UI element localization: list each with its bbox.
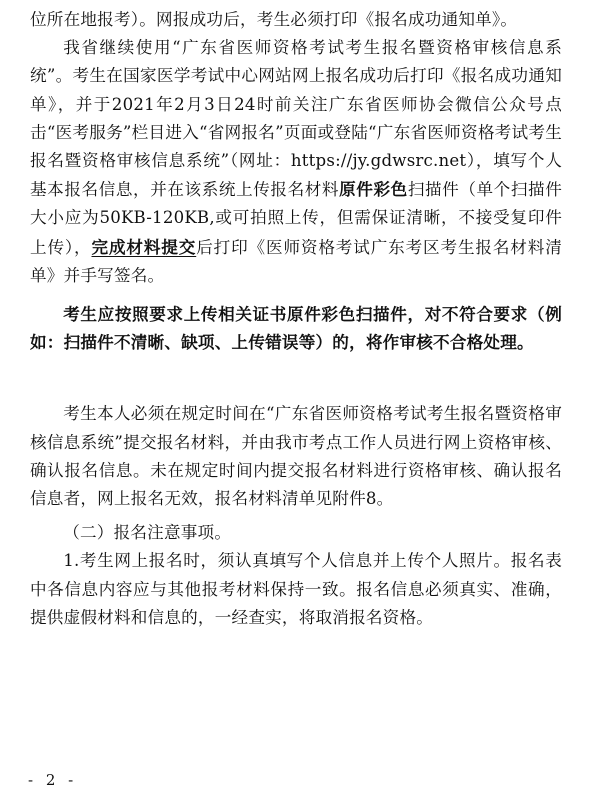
paragraph-online-system: [30, 34, 562, 290]
paragraph-warning: 考生应按照要求上传相关证书原件彩色扫描件，对不符合要求（例如：扫描件不清晰、缺项、上传错误等）的，将作审核不合格处理。: [30, 304, 562, 353]
paragraph-text: 后打印《医师资格考试广东考区考生报名材料清单》并手写签名。: [30, 237, 562, 285]
paragraph-text: 我省继续使用“广东省医师资格考试考生报名暨资格审核信息系统”。考生在国家医学考试中心网站网上报名成功后打印《报名成功通知单》，并于2021年2月3日24时前关注广东省医师协会微信公众号点击“医考服务”栏目进入“省网报名”页面或登陆“广东省医师资格考试考生报名暨资格审核信息系统”（网址：https://jy.gdwsrc.net），填写个人基本报名信息，并在该系统上传报名材料: [30, 38, 562, 200]
paragraph-submission-deadline: 考生本人必须在规定时间在“广东省医师资格考试考生报名暨资格审核信息系统”提交报名材料，并由我市考点工作人员进行网上资格审核、确认报名信息。未在规定时间内提交报名材料进行资格审核、确认报名信息者，网上报名无效，报名材料清单见附件8。: [30, 404, 562, 509]
emphasis-complete-submission: 完成材料提交: [91, 236, 197, 257]
paragraph-continuation: 位所在地报考）。网报成功后，考生必须打印《报名成功通知单》。: [30, 10, 518, 29]
emphasis-original-color: 原件彩色: [339, 179, 408, 200]
paragraph-gap: [30, 356, 562, 400]
document-body: [30, 6, 562, 632]
section-title: （二）报名注意事项。: [63, 523, 232, 543]
paragraph-text: 扫描件（单个扫描件大小应为50KB-120KB,或可拍照上传，但需保证清晰，不接受复印件上传），: [30, 180, 562, 257]
page-number: - 2 -: [28, 771, 78, 789]
paragraph-notice-1: 1.考生网上报名时，须认真填写个人信息并上传个人照片。报名表中各信息内容应与其他报考材料保持一致。报名信息必须真实、准确，提供虚假材料和信息的，一经查实，将取消报名资格。: [30, 551, 562, 627]
